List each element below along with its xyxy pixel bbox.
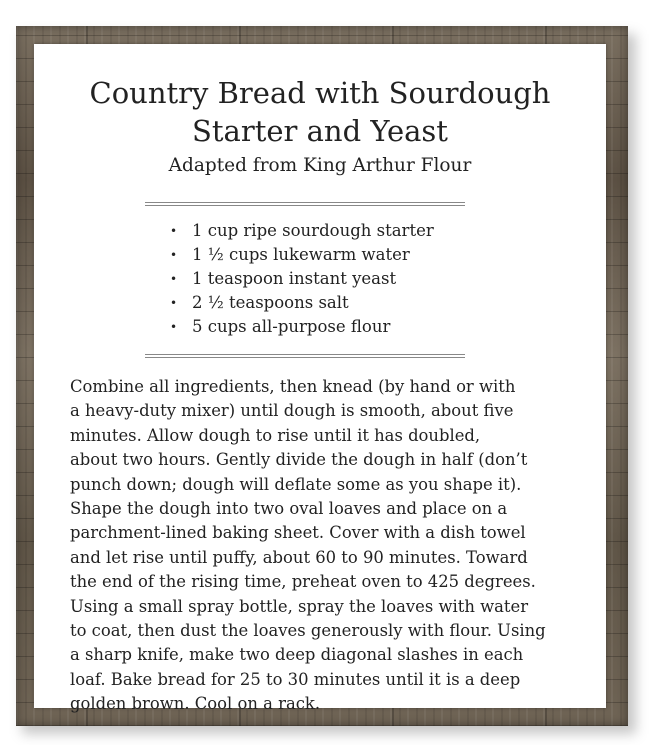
ingredient-item [170,267,434,291]
directions-line: golden brown. Cool on a rack. [70,694,321,714]
recipe-title-line-2: Starter and Yeast [192,114,448,148]
directions-line: and let rise until puffy, about 60 to 90 minutes. Toward [70,547,528,567]
directions-line: parchment-lined baking sheet. Cover with a dish towel [70,523,526,543]
directions-line: punch down; dough will deflate some as you shape it). [70,474,522,494]
ingredient-text: 1 ½ cups lukewarm water [192,245,410,264]
directions-line: minutes. Allow dough to rise until it has doubled, [70,425,481,445]
ingredient-text: 2 ½ teaspoons salt [192,293,349,312]
bullet-icon: • [170,248,178,262]
directions-line: Shape the dough into two oval loaves and place on a [70,499,508,519]
recipe-subtitle: Adapted from King Arthur Flour [168,155,472,176]
recipe-card [34,44,606,714]
directions-line: about two hours. Gently divide the dough in half (don’t [70,450,528,470]
ingredient-item [170,219,434,243]
ingredient-item [170,315,434,339]
directions-line: a sharp knife, make two deep diagonal slashes in each [70,645,524,665]
bottom-divider [145,354,465,358]
directions-paragraph [70,375,590,717]
directions-line: loaf. Bake bread for 25 to 30 minutes until it is a deep [70,669,521,689]
ingredient-text: 1 cup ripe sourdough starter [192,221,434,240]
directions-line: Using a small spray bottle, spray the loaves with water [70,596,529,616]
top-divider [145,202,465,206]
directions-line: a heavy-duty mixer) until dough is smooth, about five [70,401,514,421]
ingredient-item [170,243,434,267]
ingredient-text: 5 cups all-purpose flour [192,317,391,336]
recipe-title-line-1: Country Bread with Sourdough [89,76,551,110]
bullet-icon: • [170,296,178,310]
bullet-icon: • [170,320,178,334]
ingredient-list [170,219,434,339]
recipe-title [34,74,606,150]
directions-line: Combine all ingredients, then knead (by hand or with [70,377,516,396]
ingredient-item [170,291,434,315]
ingredient-text: 1 teaspoon instant yeast [192,269,397,288]
bullet-icon: • [170,224,178,238]
directions-line: to coat, then dust the loaves generously with flour. Using [70,621,546,641]
directions-line: the end of the rising time, preheat oven to 425 degrees. [70,572,536,592]
bullet-icon: • [170,272,178,286]
